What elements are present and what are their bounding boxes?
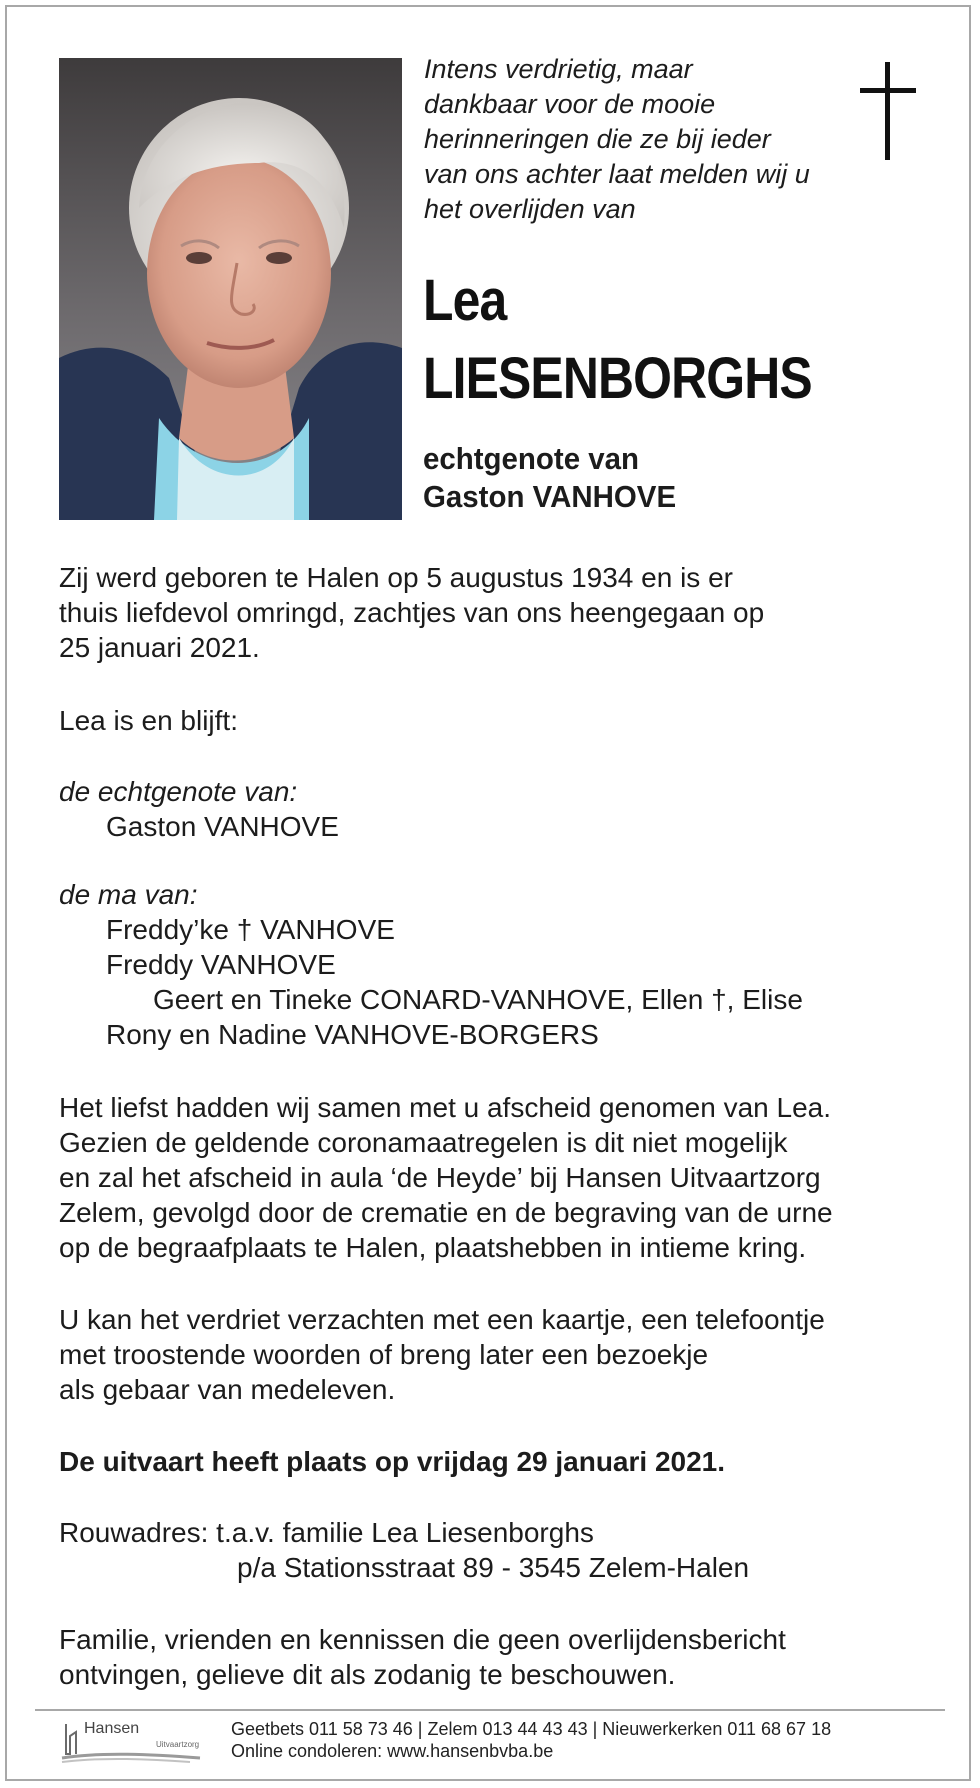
intro-line: het overlijden van — [424, 194, 636, 224]
intro-text — [424, 52, 864, 227]
intro-line: herinneringen die ze bij ieder — [424, 124, 771, 154]
condolence-line: als gebaar van medeleven. — [59, 1374, 396, 1405]
intro-line: van ons achter laat melden wij u — [424, 159, 810, 189]
farewell-line: en zal het afscheid in aula ‘de Heyde’ bij Hansen Uitvaartzorg — [59, 1162, 821, 1193]
farewell-line: Zelem, gevolgd door de crematie en de begraving van de urne — [59, 1197, 833, 1228]
relation-label: echtgenote van — [423, 441, 640, 476]
logo-name: Hansen — [84, 1720, 140, 1737]
funeral-notice-text: De uitvaart heeft plaats op vrijdag 29 januari 2021. — [59, 1446, 726, 1477]
remains-line — [59, 703, 939, 738]
farewell-line: op de begraafplaats te Halen, plaatshebben in intieme kring. — [59, 1232, 807, 1263]
phones-text: Geetbets 011 58 73 46 | Zelem 013 44 43 43 | Nieuwerkerken 011 68 67 18 — [231, 1719, 832, 1739]
footer-divider — [35, 1709, 945, 1711]
footer-online[interactable] — [231, 1740, 553, 1762]
address-line: p/a Stationsstraat 89 - 3545 Zelem-Halen — [237, 1552, 750, 1583]
portrait-photo — [59, 58, 402, 520]
farewell-paragraph — [59, 1090, 939, 1265]
condolence-line: U kan het verdriet verzachten met een kaartje, een telefoontje — [59, 1304, 825, 1335]
grandchild-entry: Geert en Tineke CONARD-VANHOVE, Ellen †, Elise — [153, 984, 803, 1015]
closing-line: ontvingen, gelieve dit als zodanig te beschouwen. — [59, 1659, 676, 1690]
child-entry: Freddy’ke † VANHOVE — [106, 914, 395, 945]
birth-line: 25 januari 2021. — [59, 632, 260, 663]
closing-paragraph — [59, 1622, 939, 1692]
spouse-section — [59, 774, 939, 844]
child-entry: Freddy VANHOVE — [106, 949, 336, 980]
online-condolence-link[interactable]: Online condoleren: www.hansenbvba.be — [231, 1741, 554, 1761]
hansen-logo — [60, 1718, 210, 1768]
funeral-notice — [59, 1444, 939, 1479]
birth-paragraph — [59, 560, 939, 665]
children-section — [59, 877, 939, 1052]
spouse-entry: Gaston VANHOVE — [106, 811, 339, 842]
first-name: Lea — [423, 268, 507, 333]
address-block — [59, 1515, 939, 1585]
birth-line: Zij werd geboren te Halen op 5 augustus 1934 en is er — [59, 562, 733, 593]
spouse-name: Gaston VANHOVE — [423, 479, 677, 514]
child-entry: Rony en Nadine VANHOVE-BORGERS — [106, 1019, 599, 1050]
remains-text: Lea is en blijft: — [59, 705, 238, 736]
address-line: Rouwadres: t.a.v. familie Lea Liesenborghs — [59, 1517, 594, 1548]
logo-subtitle: Uitvaartzorg — [156, 1740, 200, 1749]
condolence-line: met troostende woorden of breng later een bezoekje — [59, 1339, 709, 1370]
footer-phones — [231, 1718, 831, 1740]
deceased-name — [423, 262, 812, 418]
farewell-line: Gezien de geldende coronamaatregelen is dit niet mogelijk — [59, 1127, 788, 1158]
cross-icon — [860, 62, 920, 160]
children-label: de ma van: — [59, 879, 198, 910]
closing-line: Familie, vrienden en kennissen die geen overlijdensbericht — [59, 1624, 786, 1655]
intro-line: Intens verdrietig, maar — [424, 54, 693, 84]
spouse-label: de echtgenote van: — [59, 776, 298, 807]
condolence-paragraph — [59, 1302, 939, 1407]
spouse-block — [423, 440, 676, 516]
intro-line: dankbaar voor de mooie — [424, 89, 716, 119]
last-name: LIESENBORGHS — [423, 346, 812, 411]
birth-line: thuis liefdevol omringd, zachtjes van ons heengegaan op — [59, 597, 765, 628]
farewell-line: Het liefst hadden wij samen met u afscheid genomen van Lea. — [59, 1092, 832, 1123]
